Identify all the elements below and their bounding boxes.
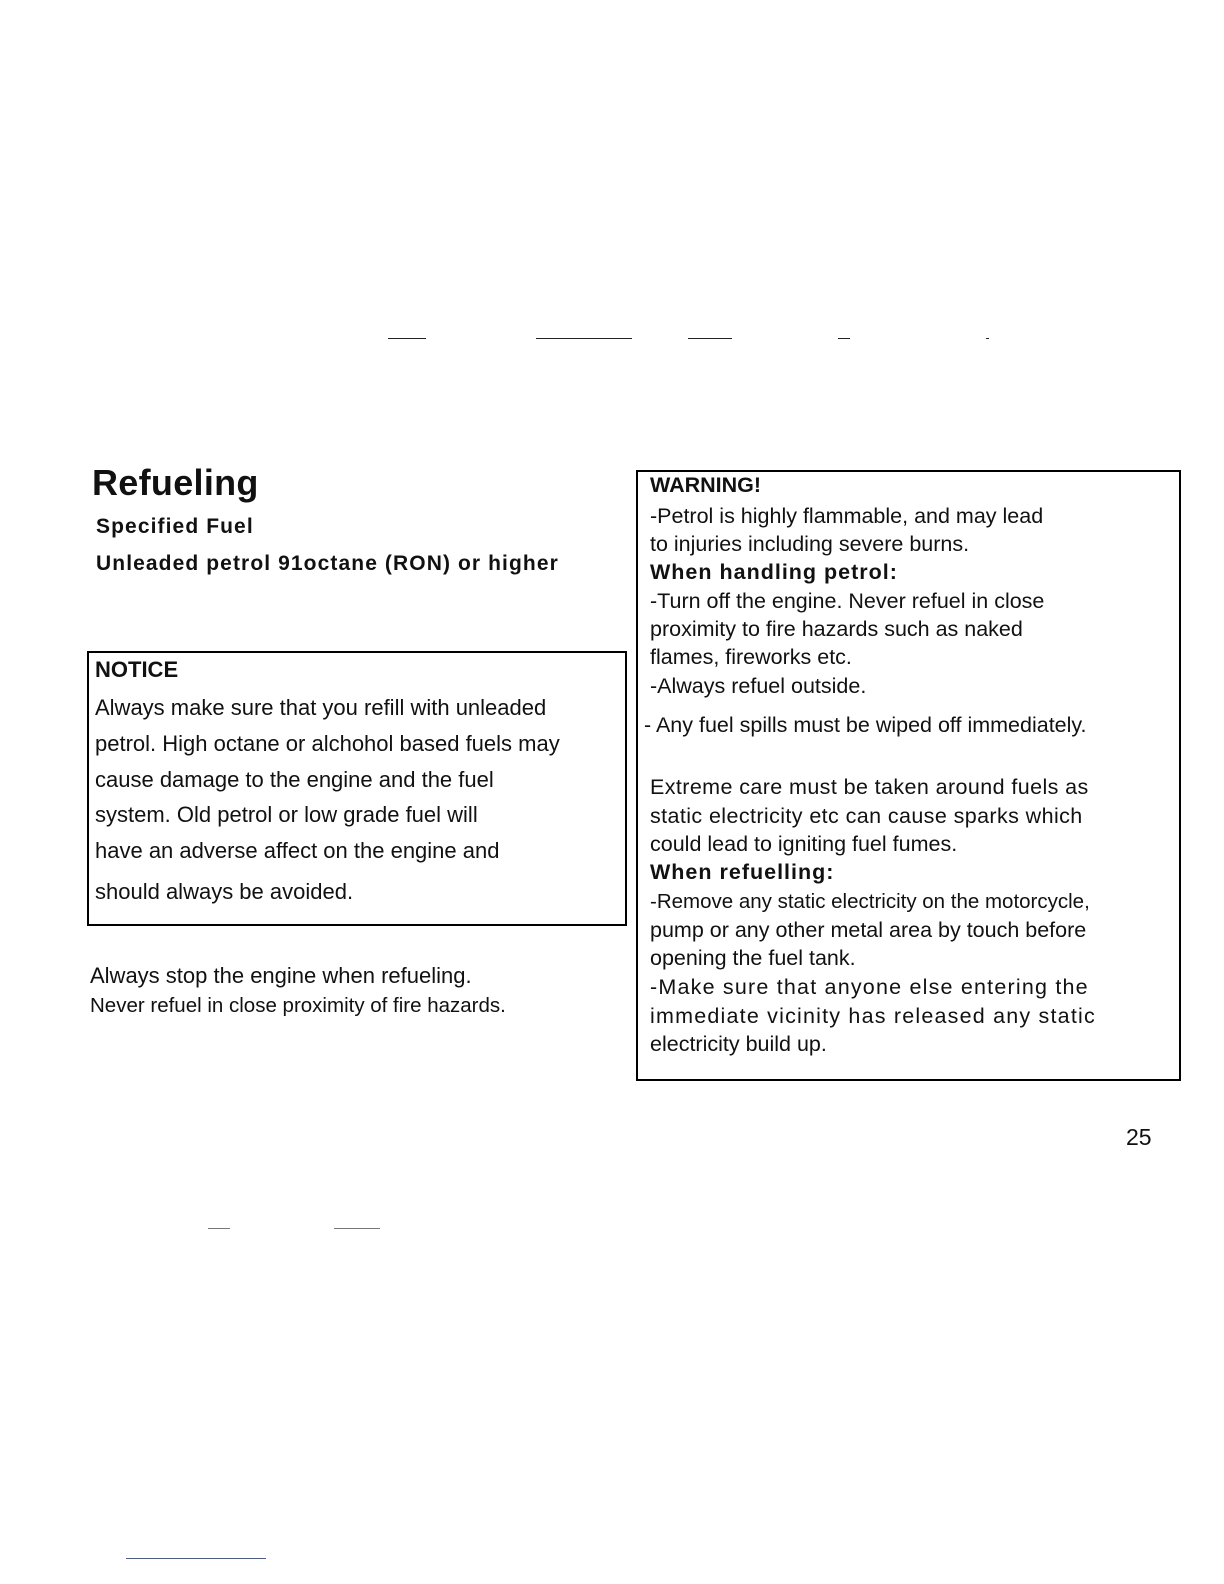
notice-line: petrol. High octane or alchohol based fuels may — [95, 731, 560, 756]
notice-heading: NOTICE — [95, 657, 179, 682]
notice-line: system. Old petrol or low grade fuel will — [95, 802, 478, 827]
warning-line: -Turn off the engine. Never refuel in close — [650, 589, 1045, 613]
warning-line: -Petrol is highly flammable, and may lead — [650, 504, 1044, 528]
warning-line: to injuries including severe burns. — [650, 532, 970, 556]
scan-mark — [536, 338, 632, 339]
notice-box — [87, 651, 627, 926]
scan-mark — [208, 1228, 230, 1229]
warning-line: could lead to igniting fuel fumes. — [650, 832, 958, 856]
fuel-spec-value: Unleaded petrol 91octane (RON) or higher — [96, 552, 559, 575]
warning-subheading: When refuelling: — [650, 860, 835, 884]
instruction-line: Never refuel in close proximity of fire hazards. — [90, 994, 506, 1017]
warning-line: -Make sure that anyone else entering the — [650, 975, 1089, 999]
warning-line: proximity to fire hazards such as naked — [650, 617, 1023, 641]
warning-line: immediate vicinity has released any static — [650, 1004, 1096, 1028]
warning-line: Extreme care must be taken around fuels as — [650, 775, 1089, 799]
page-number: 25 — [1126, 1124, 1152, 1150]
warning-box — [636, 470, 1181, 1081]
fuel-spec-label: Specified Fuel — [96, 515, 254, 538]
warning-line: opening the fuel tank. — [650, 946, 856, 970]
scan-mark — [126, 1558, 266, 1559]
notice-line: have an adverse affect on the engine and — [95, 838, 500, 863]
instruction-line: Always stop the engine when refueling. — [90, 963, 472, 988]
warning-line: electricity build up. — [650, 1032, 827, 1056]
warning-line: -Always refuel outside. — [650, 674, 867, 698]
notice-line: cause damage to the engine and the fuel — [95, 767, 494, 792]
scan-mark — [986, 338, 989, 339]
warning-line: -Remove any static electricity on the motorcycle, — [650, 890, 1090, 913]
warning-subheading: When handling petrol: — [650, 560, 898, 584]
scan-mark — [334, 1228, 380, 1229]
page-title: Refueling — [92, 462, 259, 503]
scan-mark — [838, 338, 850, 339]
warning-line: pump or any other metal area by touch before — [650, 918, 1087, 942]
notice-line: Always make sure that you refill with unleaded — [95, 695, 547, 720]
scan-mark — [388, 338, 426, 339]
warning-line: - Any fuel spills must be wiped off immediately. — [644, 713, 1087, 737]
warning-line: flames, fireworks etc. — [650, 645, 852, 669]
warning-line: static electricity etc can cause sparks which — [650, 804, 1083, 828]
notice-line: should always be avoided. — [95, 879, 354, 904]
warning-heading: WARNING! — [650, 473, 762, 497]
scan-mark — [688, 338, 732, 339]
